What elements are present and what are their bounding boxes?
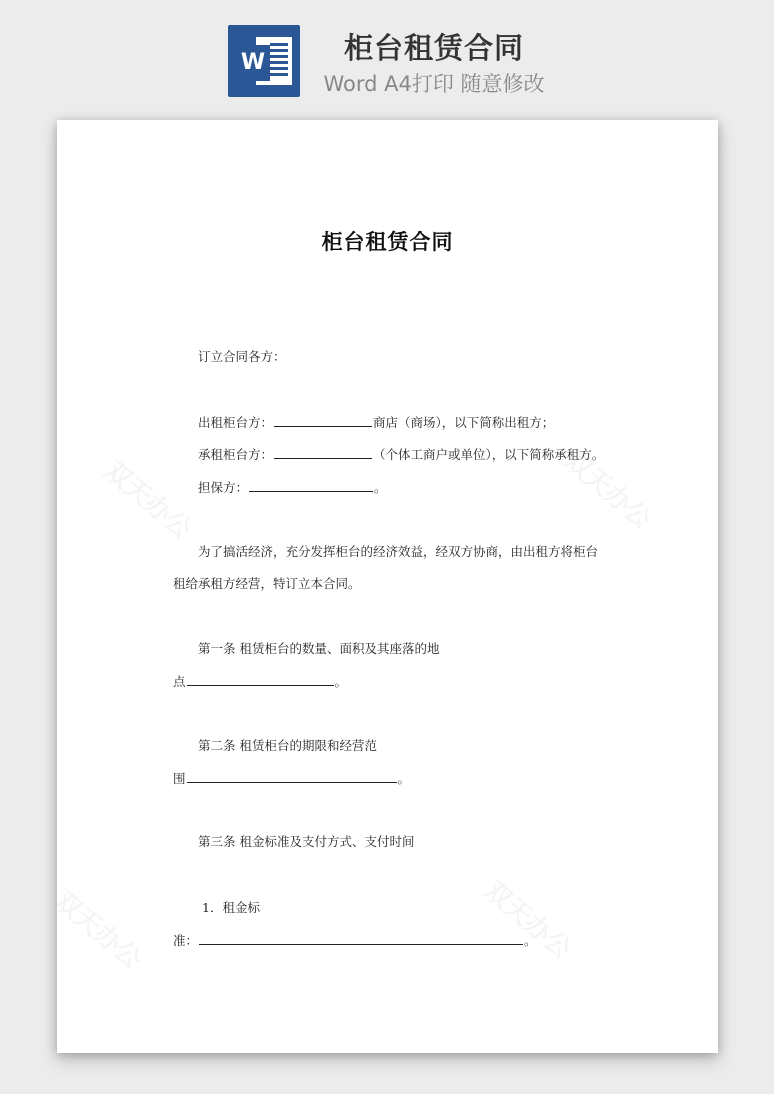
watermark	[477, 871, 580, 966]
item1-line-1: 1．租金标	[202, 900, 260, 915]
watermark	[97, 451, 200, 546]
word-logo-icon	[228, 25, 300, 97]
article1-line-1: 第一条 租赁柜台的数量、面积及其座落的地	[198, 641, 440, 656]
lessee-label: 承租柜台方：	[198, 447, 274, 462]
header-banner	[0, 0, 774, 112]
purpose-line-1: 为了搞活经济，充分发挥柜台的经济效益，经双方协商，由出租方将柜台	[198, 544, 599, 559]
lessor-blank[interactable]	[274, 414, 372, 427]
guarantor-blank[interactable]	[249, 479, 373, 492]
parties-heading: 订立合同各方：	[198, 349, 286, 364]
article1-prefix: 点	[173, 674, 186, 689]
guarantor-suffix: 。	[374, 480, 387, 495]
guarantor-label: 担保方：	[198, 480, 249, 495]
word-letter: W	[236, 45, 270, 81]
article1-line-2	[173, 673, 347, 690]
item1-suffix: 。	[524, 933, 537, 948]
lessee-suffix: （个体工商户或单位），以下简称承租方。	[373, 447, 605, 462]
lessor-line	[198, 414, 554, 431]
item1-line-2	[173, 932, 537, 949]
purpose-line-2: 租给承租方经营，特订立本合同。	[173, 576, 361, 591]
item1-blank[interactable]	[199, 932, 523, 945]
document-title: 柜台租赁合同	[321, 230, 454, 254]
article2-line-2	[173, 770, 410, 787]
lessee-line	[198, 446, 604, 463]
item1-prefix: 准：	[173, 933, 199, 948]
article2-prefix: 围	[173, 771, 186, 786]
article2-suffix: 。	[397, 771, 411, 786]
document-page	[57, 120, 718, 1053]
lessee-blank[interactable]	[274, 446, 372, 459]
article2-line-1: 第二条 租赁柜台的期限和经营范	[198, 738, 377, 753]
article1-suffix: 。	[334, 674, 348, 689]
guarantor-line	[198, 479, 387, 496]
header-title: 柜台租赁合同	[343, 31, 524, 65]
article3-line-1: 第三条 租金标准及支付方式、支付时间	[198, 834, 415, 849]
article1-blank[interactable]	[187, 673, 334, 686]
lessor-label: 出租柜台方：	[198, 415, 274, 430]
lessor-suffix: 商店（商场），以下简称出租方；	[373, 415, 555, 430]
header-subtitle: Word A4打印 随意修改	[323, 72, 545, 96]
article2-blank[interactable]	[187, 770, 397, 783]
watermark	[57, 881, 151, 976]
